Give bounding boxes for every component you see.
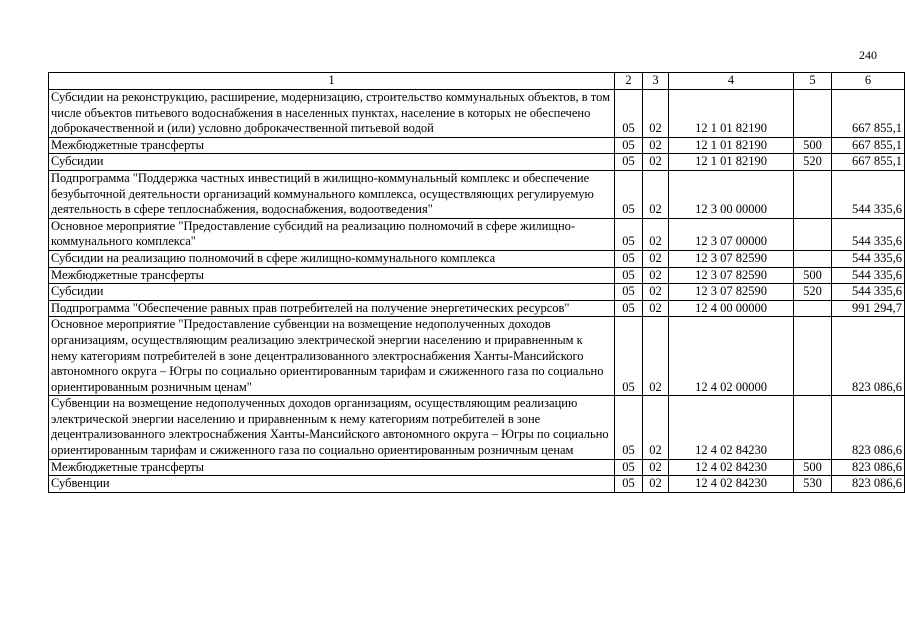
amount-cell: 823 086,6 <box>832 459 905 476</box>
target-article-cell: 12 4 02 84230 <box>669 459 794 476</box>
expense-type-cell <box>794 90 832 138</box>
amount-cell: 823 086,6 <box>832 476 905 493</box>
target-article-cell: 12 3 00 00000 <box>669 170 794 218</box>
amount-cell: 667 855,1 <box>832 154 905 171</box>
expense-type-cell <box>794 317 832 396</box>
table-row <box>49 267 905 284</box>
subsection-code-cell: 02 <box>643 396 669 459</box>
table-row <box>49 459 905 476</box>
column-header: 4 <box>669 73 794 90</box>
expense-type-cell: 520 <box>794 284 832 301</box>
expense-type-cell: 530 <box>794 476 832 493</box>
row-name-cell: Субсидии на реконструкцию, расширение, модернизацию, строительство коммунальных объектов, в том числе объектов питьевого водоснабжения в населенных пунктах, население в которых не обеспечено доброкачественной и (или) условно доброкачественной питьевой водой <box>49 90 615 138</box>
expense-type-cell <box>794 250 832 267</box>
amount-cell: 544 335,6 <box>832 250 905 267</box>
row-name-cell: Основное мероприятие "Предоставление субвенции на возмещение недополученных доходов организациям, осуществляющим реализацию электрической энергии населению и приравненным к нему категориям потребителей в зоне децентрализованного электроснабжения Ханты-Мансийского автономного округа – Югры по социально ориентированным тарифам и сжиженного газа по социально ориентированным розничным ценам" <box>49 317 615 396</box>
page-number: 240 <box>859 48 877 62</box>
section-code-cell: 05 <box>615 476 643 493</box>
expense-type-cell <box>794 218 832 250</box>
column-header: 6 <box>832 73 905 90</box>
section-code-cell: 05 <box>615 137 643 154</box>
subsection-code-cell: 02 <box>643 218 669 250</box>
target-article-cell: 12 1 01 82190 <box>669 137 794 154</box>
table-row <box>49 476 905 493</box>
table-row <box>49 137 905 154</box>
target-article-cell: 12 3 07 82590 <box>669 250 794 267</box>
row-name-cell: Субсидии <box>49 154 615 171</box>
expense-type-cell <box>794 300 832 317</box>
row-name-cell: Межбюджетные трансферты <box>49 137 615 154</box>
amount-cell: 823 086,6 <box>832 396 905 459</box>
section-code-cell: 05 <box>615 267 643 284</box>
section-code-cell: 05 <box>615 250 643 267</box>
amount-cell: 667 855,1 <box>832 137 905 154</box>
section-code-cell: 05 <box>615 459 643 476</box>
target-article-cell: 12 1 01 82190 <box>669 154 794 171</box>
section-code-cell: 05 <box>615 317 643 396</box>
row-name-cell: Межбюджетные трансферты <box>49 267 615 284</box>
expense-type-cell: 500 <box>794 267 832 284</box>
target-article-cell: 12 4 02 00000 <box>669 317 794 396</box>
table-row <box>49 300 905 317</box>
row-name-cell: Субвенции <box>49 476 615 493</box>
target-article-cell: 12 3 07 00000 <box>669 218 794 250</box>
subsection-code-cell: 02 <box>643 317 669 396</box>
table-row <box>49 218 905 250</box>
row-name-cell: Межбюджетные трансферты <box>49 459 615 476</box>
row-name-cell: Субсидии на реализацию полномочий в сфере жилищно-коммунального комплекса <box>49 250 615 267</box>
section-code-cell: 05 <box>615 218 643 250</box>
target-article-cell: 12 3 07 82590 <box>669 284 794 301</box>
row-name-cell: Субсидии <box>49 284 615 301</box>
column-header: 5 <box>794 73 832 90</box>
table-row <box>49 250 905 267</box>
amount-cell: 823 086,6 <box>832 317 905 396</box>
table-row <box>49 284 905 301</box>
expense-type-cell <box>794 396 832 459</box>
subsection-code-cell: 02 <box>643 170 669 218</box>
section-code-cell: 05 <box>615 90 643 138</box>
column-header: 1 <box>49 73 615 90</box>
subsection-code-cell: 02 <box>643 137 669 154</box>
target-article-cell: 12 1 01 82190 <box>669 90 794 138</box>
table-row <box>49 154 905 171</box>
row-name-cell: Субвенции на возмещение недополученных доходов организациям, осуществляющим реализацию электрической энергии населению и приравненным к нему категориям потребителей в зоне децентрализованного электроснабжения Ханты-Мансийского автономного округа – Югры по социально ориентированным тарифам и сжиженного газа по социально ориентированным розничным ценам <box>49 396 615 459</box>
subsection-code-cell: 02 <box>643 459 669 476</box>
table-header-row <box>49 73 905 90</box>
column-header: 3 <box>643 73 669 90</box>
section-code-cell: 05 <box>615 396 643 459</box>
section-code-cell: 05 <box>615 154 643 171</box>
table-row <box>49 317 905 396</box>
subsection-code-cell: 02 <box>643 250 669 267</box>
expense-type-cell: 520 <box>794 154 832 171</box>
expense-type-cell <box>794 170 832 218</box>
subsection-code-cell: 02 <box>643 476 669 493</box>
budget-table <box>48 72 905 493</box>
expense-type-cell: 500 <box>794 459 832 476</box>
amount-cell: 544 335,6 <box>832 267 905 284</box>
amount-cell: 544 335,6 <box>832 218 905 250</box>
subsection-code-cell: 02 <box>643 300 669 317</box>
section-code-cell: 05 <box>615 284 643 301</box>
target-article-cell: 12 4 02 84230 <box>669 396 794 459</box>
target-article-cell: 12 4 02 84230 <box>669 476 794 493</box>
row-name-cell: Основное мероприятие "Предоставление субсидий на реализацию полномочий в сфере жилищно-коммунального комплекса" <box>49 218 615 250</box>
section-code-cell: 05 <box>615 170 643 218</box>
column-header: 2 <box>615 73 643 90</box>
amount-cell: 667 855,1 <box>832 90 905 138</box>
amount-cell: 544 335,6 <box>832 284 905 301</box>
table-row <box>49 396 905 459</box>
target-article-cell: 12 3 07 82590 <box>669 267 794 284</box>
subsection-code-cell: 02 <box>643 90 669 138</box>
table-row <box>49 90 905 138</box>
section-code-cell: 05 <box>615 300 643 317</box>
row-name-cell: Подпрограмма "Поддержка частных инвестиций в жилищно-коммунальный комплекс и обеспечение безубыточной деятельности организаций коммунального комплекса, осуществляющих регулируемую деятельность в сфере теплоснабжения, водоснабжения, водоотведения" <box>49 170 615 218</box>
row-name-cell: Подпрограмма "Обеспечение равных прав потребителей на получение энергетических ресурсов" <box>49 300 615 317</box>
subsection-code-cell: 02 <box>643 284 669 301</box>
amount-cell: 991 294,7 <box>832 300 905 317</box>
subsection-code-cell: 02 <box>643 154 669 171</box>
table-row <box>49 170 905 218</box>
amount-cell: 544 335,6 <box>832 170 905 218</box>
subsection-code-cell: 02 <box>643 267 669 284</box>
expense-type-cell: 500 <box>794 137 832 154</box>
target-article-cell: 12 4 00 00000 <box>669 300 794 317</box>
